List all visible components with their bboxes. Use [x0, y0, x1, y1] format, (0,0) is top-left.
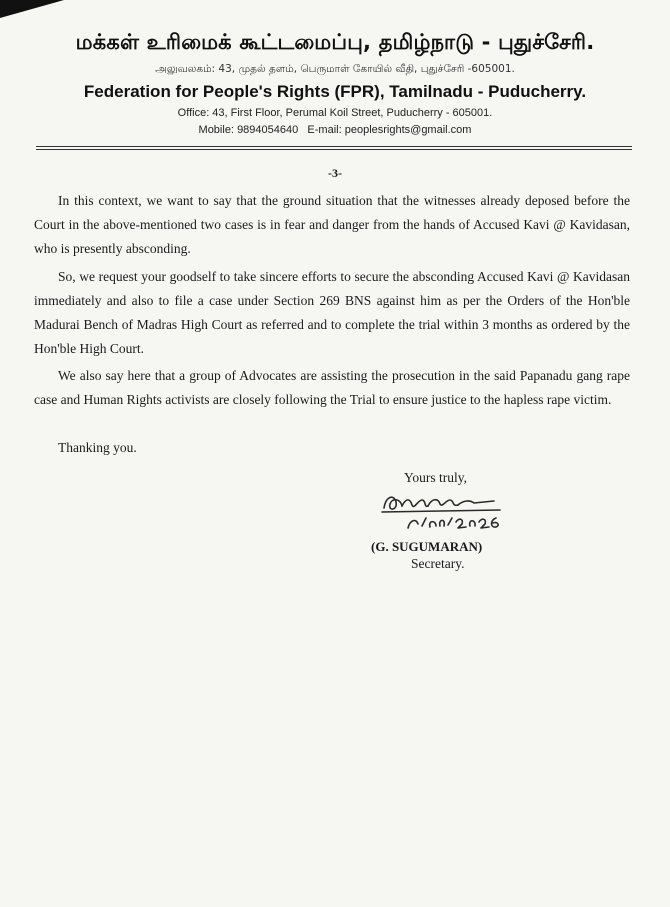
- body-paragraph: So, we request your goodself to take sincere efforts to secure the absconding Accused Kavi @ Kavidasan immediately and also to file a case under Section 269 BNS against him as per the Orders of the Hon'ble Madurai Bench of Madras High Court as referred and to complete the trial within 3 months as ordered by the Hon'ble High Court.: [34, 269, 630, 356]
- mobile-number: 9894054640: [237, 124, 299, 136]
- signatory-title: Secretary.: [411, 556, 465, 571]
- thanks-line: Thanking you.: [58, 440, 137, 455]
- letterhead-divider-bottom: [36, 149, 632, 150]
- signatory-name: (G. SUGUMARAN): [371, 539, 483, 554]
- handwritten-signature: [378, 488, 518, 532]
- letterhead-office-address: Office: 43, First Floor, Perumal Koil Street, Puducherry - 605001.: [177, 107, 493, 119]
- closing-line: Yours truly,: [404, 470, 468, 485]
- letterhead-tamil-title: மக்கள் உரிமைக் கூட்டமைப்பு, தமிழ்நாடு - புதுச்சேரி.: [75, 30, 595, 54]
- letterhead-english-title: Federation for People's Rights (FPR), Tamilnadu - Puducherry.: [83, 82, 587, 101]
- email-address: peoplesrights@gmail.com: [344, 124, 472, 136]
- email-label: E-mail:: [307, 124, 342, 136]
- corner-mark: [0, 0, 64, 18]
- letterhead-tamil-address: அலுவலகம்: 43, முதல் தளம், பெருமாள் கோயில் வீதி, புதுச்சேரி -605001.: [155, 63, 515, 75]
- page-number: -3-: [328, 166, 342, 180]
- body-paragraph: We also say here that a group of Advocates are assisting the prosecution in the said Papanadu gang rape case and Human Rights activists are closely following the Trial to ensure justice to the hapless rape victim.: [34, 368, 630, 407]
- mobile-label: Mobile:: [198, 124, 234, 136]
- letterhead-divider-top: [36, 146, 632, 147]
- letterhead-contact: [0, 124, 670, 136]
- body-paragraph: In this context, we want to say that the ground situation that the witnesses already deposed before the Court in the above-mentioned two cases is in fear and danger from the hands of Accused Kavi @ Kavidasan, who is presently absconding.: [34, 193, 630, 256]
